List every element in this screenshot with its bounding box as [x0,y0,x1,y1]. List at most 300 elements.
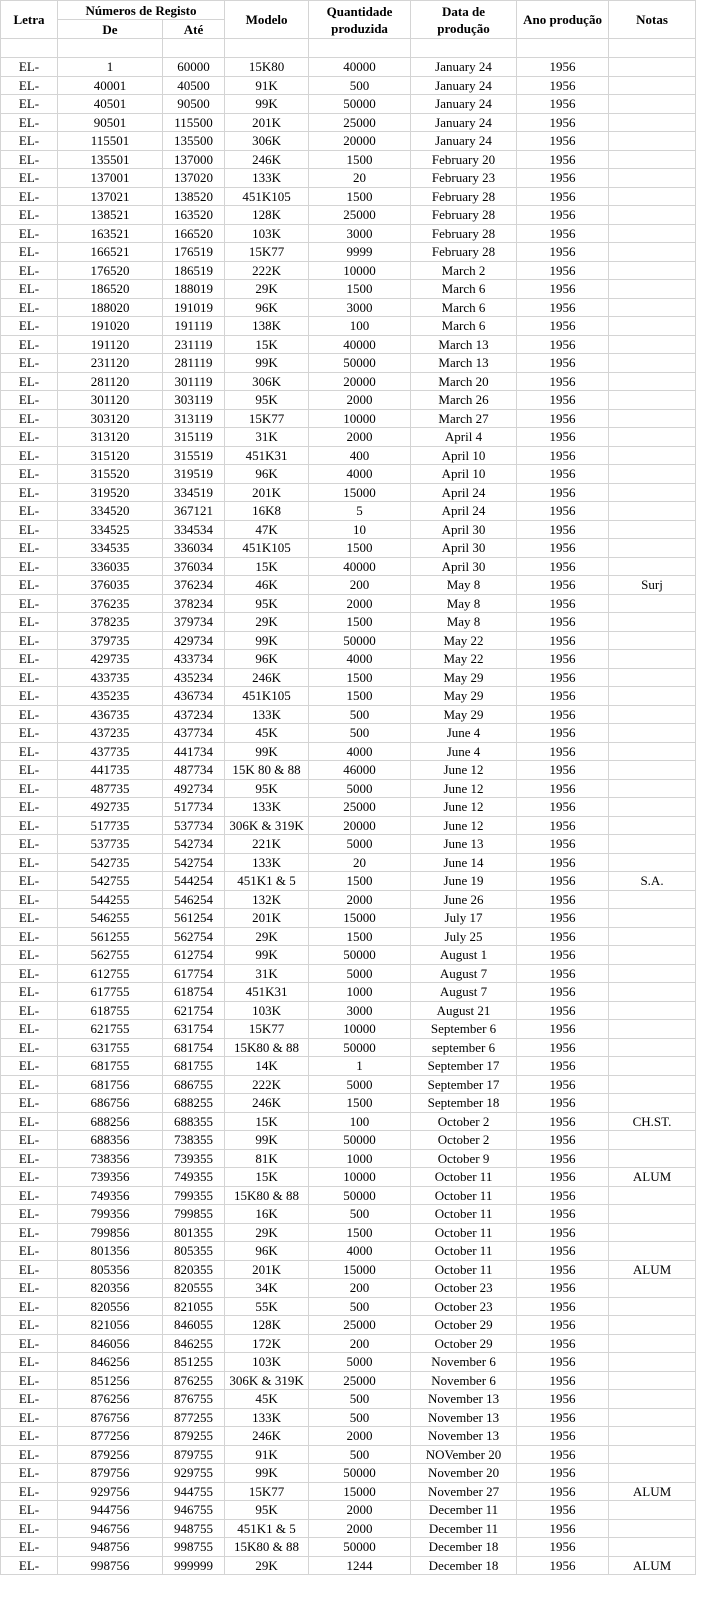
cell-de: 441735 [58,761,163,780]
cell-ate: 90500 [163,95,225,114]
cell-quantidade: 46000 [309,761,411,780]
cell-letra: EL- [1,354,58,373]
cell-data: January 24 [411,132,517,151]
cell-ano: 1956 [517,1427,609,1446]
cell-modelo: 103K [225,1001,309,1020]
cell-de: 186520 [58,280,163,299]
cell-letra: EL- [1,779,58,798]
table-row [1,724,696,743]
table-row [1,58,696,77]
table-row [1,631,696,650]
table-row [1,1242,696,1261]
cell-ano: 1956 [517,983,609,1002]
cell-quantidade: 10000 [309,261,411,280]
cell-notas [609,1242,696,1261]
cell-ate: 379734 [163,613,225,632]
cell-data: March 6 [411,298,517,317]
table-row [1,539,696,558]
cell-ate: 313119 [163,409,225,428]
cell-de: 378235 [58,613,163,632]
cell-data: October 11 [411,1223,517,1242]
cell-letra: EL- [1,76,58,95]
cell-letra: EL- [1,261,58,280]
cell-de: 40501 [58,95,163,114]
cell-letra: EL- [1,983,58,1002]
cell-ano: 1956 [517,354,609,373]
cell-notas [609,261,696,280]
cell-letra: EL- [1,872,58,891]
cell-ano: 1956 [517,1075,609,1094]
table-row [1,761,696,780]
cell-ano: 1956 [517,705,609,724]
cell-notas [609,798,696,817]
cell-letra: EL- [1,946,58,965]
cell-letra: EL- [1,409,58,428]
blank-cell [517,39,609,58]
cell-ano: 1956 [517,1057,609,1076]
header-data [411,1,517,39]
cell-data: June 4 [411,742,517,761]
table-row [1,576,696,595]
cell-quantidade: 1500 [309,872,411,891]
cell-ano: 1956 [517,409,609,428]
cell-de: 336035 [58,557,163,576]
cell-ate: 376234 [163,576,225,595]
table-row [1,298,696,317]
cell-modelo: 451K105 [225,539,309,558]
cell-ano: 1956 [517,335,609,354]
cell-modelo: 95K [225,594,309,613]
cell-ate: 821055 [163,1297,225,1316]
cell-ano: 1956 [517,964,609,983]
cell-quantidade: 1500 [309,668,411,687]
cell-de: 546255 [58,909,163,928]
table-row [1,613,696,632]
cell-modelo: 31K [225,428,309,447]
cell-ano: 1956 [517,946,609,965]
cell-notas [609,1519,696,1538]
cell-modelo: 99K [225,1464,309,1483]
cell-notas [609,1445,696,1464]
cell-ano: 1956 [517,742,609,761]
cell-ate: 303119 [163,391,225,410]
cell-ate: 999999 [163,1556,225,1575]
cell-notas: CH.ST. [609,1112,696,1131]
cell-notas [609,150,696,169]
cell-de: 429735 [58,650,163,669]
cell-de: 191120 [58,335,163,354]
cell-ate: 319519 [163,465,225,484]
cell-quantidade: 2000 [309,1501,411,1520]
cell-ano: 1956 [517,1316,609,1335]
cell-quantidade: 9999 [309,243,411,262]
cell-ate: 517734 [163,798,225,817]
cell-ate: 138520 [163,187,225,206]
cell-quantidade: 100 [309,317,411,336]
cell-notas [609,428,696,447]
cell-notas [609,132,696,151]
cell-data: October 11 [411,1242,517,1261]
cell-letra: EL- [1,335,58,354]
cell-de: 542755 [58,872,163,891]
cell-ano: 1956 [517,298,609,317]
table-row [1,465,696,484]
cell-data: November 13 [411,1390,517,1409]
cell-ate: 231119 [163,335,225,354]
cell-ate: 542734 [163,835,225,854]
cell-de: 821056 [58,1316,163,1335]
cell-notas [609,1501,696,1520]
table-row [1,1075,696,1094]
cell-letra: EL- [1,520,58,539]
cell-letra: EL- [1,853,58,872]
cell-ate: 820355 [163,1260,225,1279]
table-row [1,1353,696,1372]
cell-quantidade: 500 [309,705,411,724]
cell-data: May 8 [411,576,517,595]
blank-cell [309,39,411,58]
cell-de: 376035 [58,576,163,595]
cell-ate: 191019 [163,298,225,317]
cell-quantidade: 200 [309,1279,411,1298]
cell-letra: EL- [1,798,58,817]
cell-ate: 799855 [163,1205,225,1224]
cell-ano: 1956 [517,1556,609,1575]
cell-letra: EL- [1,206,58,225]
table-row [1,1427,696,1446]
cell-ano: 1956 [517,446,609,465]
cell-notas [609,779,696,798]
cell-letra: EL- [1,761,58,780]
cell-modelo: 31K [225,964,309,983]
cell-modelo: 91K [225,76,309,95]
cell-ate: 40500 [163,76,225,95]
cell-quantidade: 1500 [309,613,411,632]
cell-de: 738356 [58,1149,163,1168]
cell-modelo: 451K1 & 5 [225,872,309,891]
cell-data: September 17 [411,1075,517,1094]
table-row [1,76,696,95]
cell-letra: EL- [1,317,58,336]
cell-notas [609,1149,696,1168]
cell-letra: EL- [1,1001,58,1020]
cell-notas [609,983,696,1002]
cell-ate: 846055 [163,1316,225,1335]
cell-notas [609,1075,696,1094]
cell-notas [609,76,696,95]
cell-letra: EL- [1,1334,58,1353]
cell-ano: 1956 [517,1223,609,1242]
table-row [1,1334,696,1353]
table-row [1,1501,696,1520]
cell-quantidade: 2000 [309,428,411,447]
cell-modelo: 133K [225,853,309,872]
cell-ano: 1956 [517,1001,609,1020]
cell-ate: 435234 [163,668,225,687]
header-letra: Letra [1,1,58,39]
cell-letra: EL- [1,631,58,650]
header-data-line2: produção [437,20,490,36]
cell-ano: 1956 [517,1371,609,1390]
cell-letra: EL- [1,1316,58,1335]
cell-ano: 1956 [517,428,609,447]
cell-notas [609,1297,696,1316]
cell-de: 281120 [58,372,163,391]
cell-modelo: 95K [225,391,309,410]
cell-quantidade: 15000 [309,1482,411,1501]
cell-modelo: 15K77 [225,243,309,262]
cell-de: 135501 [58,150,163,169]
table-row [1,668,696,687]
cell-modelo: 306K [225,372,309,391]
cell-notas [609,909,696,928]
cell-data: January 24 [411,95,517,114]
cell-modelo: 221K [225,835,309,854]
cell-modelo: 306K [225,132,309,151]
cell-de: 231120 [58,354,163,373]
cell-modelo: 451K31 [225,446,309,465]
cell-quantidade: 50000 [309,1538,411,1557]
cell-ate: 562754 [163,927,225,946]
cell-notas: S.A. [609,872,696,891]
cell-notas [609,1427,696,1446]
cell-letra: EL- [1,742,58,761]
header-quantidade-line2: produzida [331,20,388,36]
table-row [1,909,696,928]
cell-ate: 336034 [163,539,225,558]
cell-notas [609,1464,696,1483]
cell-letra: EL- [1,502,58,521]
cell-ate: 367121 [163,502,225,521]
table-row [1,1464,696,1483]
table-row [1,1279,696,1298]
cell-letra: EL- [1,58,58,77]
cell-modelo: 15K [225,557,309,576]
cell-quantidade: 1500 [309,280,411,299]
cell-notas [609,1334,696,1353]
cell-data: January 24 [411,58,517,77]
cell-modelo: 15K80 & 88 [225,1186,309,1205]
cell-ano: 1956 [517,594,609,613]
cell-ate: 851255 [163,1353,225,1372]
cell-notas [609,206,696,225]
table-row [1,113,696,132]
cell-quantidade: 4000 [309,465,411,484]
cell-quantidade: 500 [309,76,411,95]
cell-notas [609,539,696,558]
cell-ano: 1956 [517,1279,609,1298]
cell-letra: EL- [1,1371,58,1390]
cell-data: May 8 [411,613,517,632]
cell-letra: EL- [1,132,58,151]
cell-ate: 281119 [163,354,225,373]
table-row [1,798,696,817]
cell-modelo: 91K [225,1445,309,1464]
cell-modelo: 103K [225,224,309,243]
cell-quantidade: 500 [309,1390,411,1409]
cell-modelo: 95K [225,1501,309,1520]
cell-notas [609,705,696,724]
cell-notas [609,335,696,354]
cell-notas [609,1408,696,1427]
cell-data: June 12 [411,761,517,780]
cell-modelo: 201K [225,483,309,502]
table-row [1,964,696,983]
cell-ate: 437734 [163,724,225,743]
cell-letra: EL- [1,224,58,243]
cell-modelo: 133K [225,1408,309,1427]
cell-ano: 1956 [517,650,609,669]
cell-data: February 28 [411,224,517,243]
cell-de: 517735 [58,816,163,835]
cell-data: October 29 [411,1316,517,1335]
table-row [1,983,696,1002]
cell-ate: 115500 [163,113,225,132]
cell-letra: EL- [1,1223,58,1242]
cell-ano: 1956 [517,113,609,132]
cell-quantidade: 2000 [309,890,411,909]
cell-de: 537735 [58,835,163,854]
cell-notas: ALUM [609,1482,696,1501]
cell-data: July 17 [411,909,517,928]
cell-notas [609,58,696,77]
cell-notas [609,853,696,872]
cell-ate: 688355 [163,1112,225,1131]
cell-data: August 7 [411,983,517,1002]
cell-modelo: 47K [225,520,309,539]
cell-notas [609,946,696,965]
cell-ate: 738355 [163,1131,225,1150]
cell-modelo: 99K [225,742,309,761]
cell-notas [609,613,696,632]
cell-letra: EL- [1,1297,58,1316]
cell-quantidade: 25000 [309,113,411,132]
cell-data: June 14 [411,853,517,872]
cell-data: October 23 [411,1279,517,1298]
table-row [1,1038,696,1057]
cell-de: 851256 [58,1371,163,1390]
cell-ate: 879755 [163,1445,225,1464]
cell-notas [609,835,696,854]
cell-ate: 876255 [163,1371,225,1390]
cell-notas: ALUM [609,1168,696,1187]
table-row [1,779,696,798]
cell-de: 612755 [58,964,163,983]
cell-ano: 1956 [517,1149,609,1168]
cell-quantidade: 10000 [309,409,411,428]
cell-ate: 429734 [163,631,225,650]
cell-notas [609,668,696,687]
cell-notas [609,1279,696,1298]
cell-ate: 487734 [163,761,225,780]
cell-data: September 17 [411,1057,517,1076]
cell-ate: 166520 [163,224,225,243]
cell-quantidade: 5000 [309,1353,411,1372]
cell-letra: EL- [1,613,58,632]
cell-letra: EL- [1,298,58,317]
cell-quantidade: 200 [309,1334,411,1353]
cell-data: March 13 [411,354,517,373]
cell-notas [609,1020,696,1039]
cell-data: March 27 [411,409,517,428]
cell-data: November 13 [411,1427,517,1446]
cell-modelo: 451K31 [225,983,309,1002]
cell-data: NOVember 20 [411,1445,517,1464]
table-row [1,1390,696,1409]
cell-data: March 26 [411,391,517,410]
cell-notas [609,483,696,502]
cell-ano: 1956 [517,1131,609,1150]
table-row [1,853,696,872]
table-body [1,58,696,1575]
cell-ano: 1956 [517,853,609,872]
cell-de: 40001 [58,76,163,95]
cell-notas: ALUM [609,1556,696,1575]
cell-data: February 20 [411,150,517,169]
cell-ate: 546254 [163,890,225,909]
cell-de: 191020 [58,317,163,336]
cell-de: 805356 [58,1260,163,1279]
cell-de: 681755 [58,1057,163,1076]
cell-de: 617755 [58,983,163,1002]
table-row [1,206,696,225]
cell-letra: EL- [1,687,58,706]
cell-ate: 879255 [163,1427,225,1446]
cell-letra: EL- [1,372,58,391]
cell-modelo: 103K [225,1353,309,1372]
cell-modelo: 15K [225,1112,309,1131]
cell-ano: 1956 [517,1353,609,1372]
cell-de: 799856 [58,1223,163,1242]
cell-data: December 18 [411,1556,517,1575]
cell-quantidade: 10000 [309,1020,411,1039]
cell-letra: EL- [1,668,58,687]
cell-ano: 1956 [517,465,609,484]
cell-modelo: 29K [225,280,309,299]
cell-de: 946756 [58,1519,163,1538]
cell-de: 315520 [58,465,163,484]
table-row [1,1149,696,1168]
table-row [1,1538,696,1557]
cell-quantidade: 5 [309,502,411,521]
cell-quantidade: 50000 [309,1038,411,1057]
cell-letra: EL- [1,1538,58,1557]
cell-ano: 1956 [517,613,609,632]
cell-modelo: 138K [225,317,309,336]
cell-data: February 23 [411,169,517,188]
cell-de: 621755 [58,1020,163,1039]
cell-notas [609,1390,696,1409]
cell-data: February 28 [411,243,517,262]
cell-data: October 11 [411,1260,517,1279]
cell-data: April 10 [411,465,517,484]
cell-quantidade: 50000 [309,946,411,965]
cell-letra: EL- [1,1482,58,1501]
cell-ate: 681755 [163,1057,225,1076]
cell-ate: 376034 [163,557,225,576]
cell-de: 376235 [58,594,163,613]
cell-notas [609,391,696,410]
cell-data: April 24 [411,483,517,502]
cell-data: April 24 [411,502,517,521]
cell-data: August 1 [411,946,517,965]
cell-data: September 6 [411,1020,517,1039]
cell-modelo: 15K [225,1168,309,1187]
cell-notas [609,1057,696,1076]
cell-de: 739356 [58,1168,163,1187]
cell-quantidade: 25000 [309,798,411,817]
cell-de: 334535 [58,539,163,558]
